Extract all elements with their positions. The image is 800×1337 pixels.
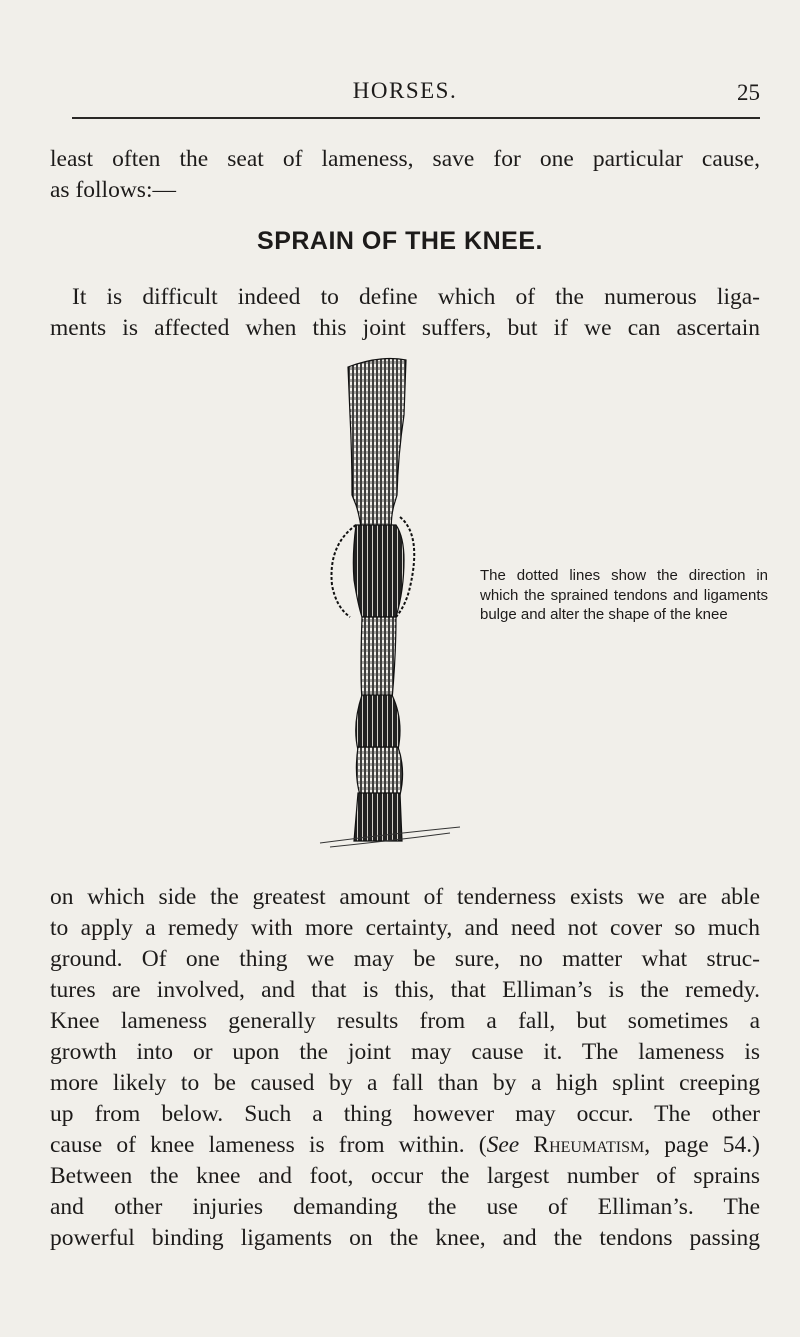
text-line: Between the knee and foot, occur the largest number of sprains — [50, 1163, 760, 1189]
text-span: cause of knee lameness is from within. ( — [50, 1132, 487, 1158]
running-title: HORSES. — [352, 78, 458, 103]
knee-illustration — [300, 355, 470, 850]
text-line: to apply a remedy with more certainty, and need not cover so much — [50, 915, 760, 941]
pastern-shape — [356, 747, 402, 795]
text-line: Knee lameness generally results from a fall, but sometimes a — [50, 1008, 760, 1034]
header-rule — [72, 117, 760, 119]
text-line: least often the seat of lameness, save for one particular cause, — [50, 146, 760, 172]
forearm-shape — [348, 359, 406, 535]
text-line: up from below. Such a thing however may occur. The other — [50, 1101, 760, 1127]
text-line: ments is affected when this joint suffers, but if we can ascertain — [50, 315, 760, 341]
text-line: and other injuries demanding the use of Elliman’s. The — [50, 1194, 760, 1220]
section-heading: SPRAIN OF THE KNEE. — [257, 227, 543, 255]
text-line: tures are involved, and that is this, that Elliman’s is the remedy. — [50, 977, 760, 1003]
knee-shape — [353, 525, 404, 617]
text-line — [50, 1130, 760, 1161]
figure-caption: The dotted lines show the direction in which the sprained tendons and ligaments bulge and alter the shape of the knee — [480, 567, 768, 624]
text-line: more likely to be caused by a fall than by a high splint creeping — [50, 1070, 760, 1096]
text-span: , page 54.) — [644, 1132, 761, 1158]
page-number: 25 — [737, 80, 760, 105]
fetlock-shape — [356, 695, 400, 750]
running-head — [50, 78, 760, 114]
text-line: on which side the greatest amount of tenderness exists we are able — [50, 884, 760, 910]
text-line: growth into or upon the joint may cause it. The lameness is — [50, 1039, 760, 1065]
see-word: See — [486, 1132, 520, 1158]
text-line: ground. Of one thing we may be sure, no matter what struc- — [50, 946, 760, 972]
bulge-line-left — [332, 525, 357, 617]
text-line: It is difficult indeed to define which of the numerous liga- — [72, 284, 760, 310]
cross-reference: Rheumatism — [533, 1132, 645, 1158]
text-line: as follows:— — [50, 177, 176, 203]
cannon-shape — [361, 617, 396, 700]
text-line: powerful binding ligaments on the knee, and the tendons passing — [50, 1225, 760, 1251]
